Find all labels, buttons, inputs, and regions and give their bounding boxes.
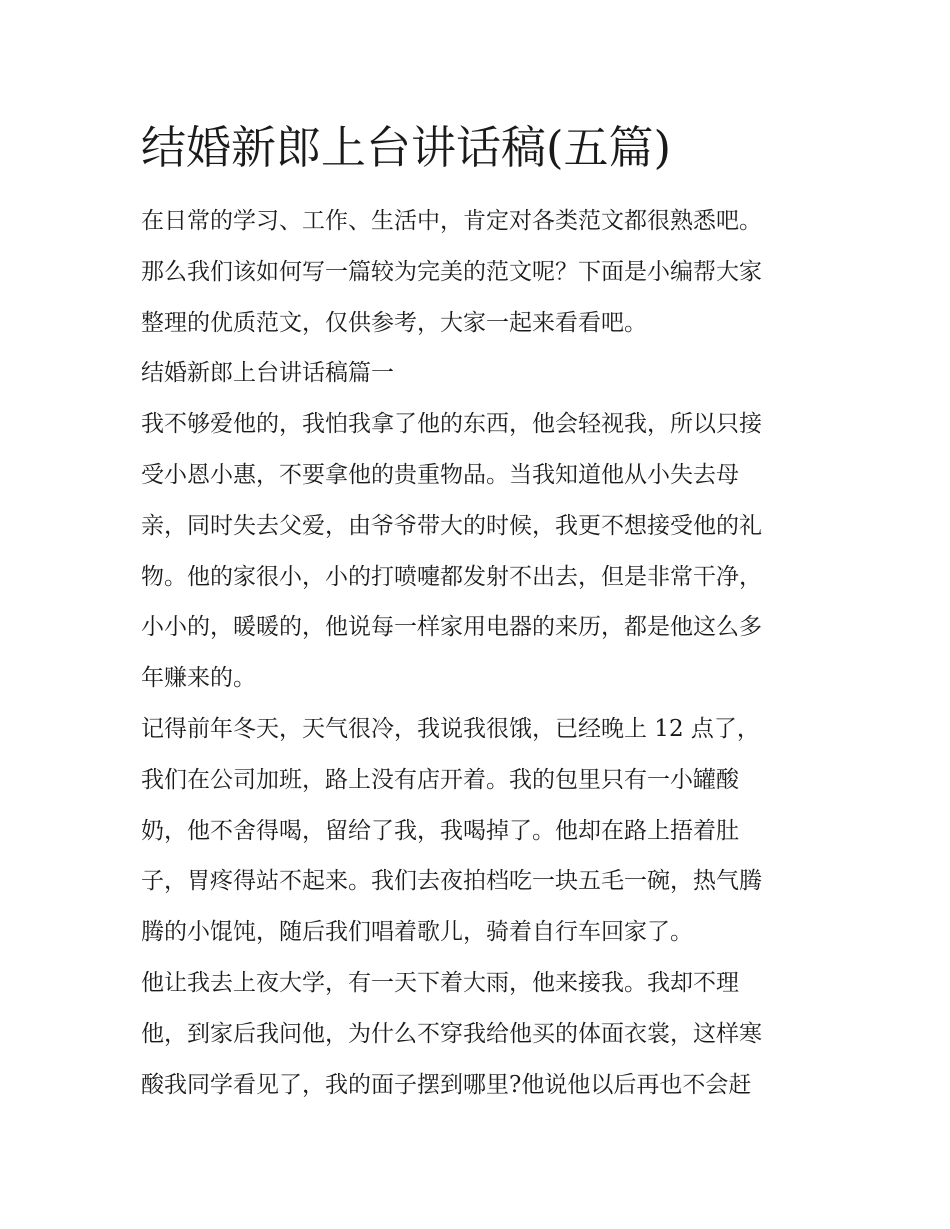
text-line: 奶，他不舍得喝，留给了我，我喝掉了。他却在路上捂着肚 xyxy=(141,817,739,844)
text-line: 他让我去上夜大学，有一天下着大雨，他来接我。我却不理 xyxy=(141,969,739,996)
text-line: 子，胃疼得站不起来。我们去夜拍档吃一块五毛一碗，热气腾 xyxy=(141,868,762,895)
document-body xyxy=(141,196,831,1110)
text-line: 那么我们该如何写一篇较为完美的范文呢？下面是小编帮大家 xyxy=(141,258,762,285)
text-line: 酸我同学看见了，我的面子摆到哪里?他说他以后再也不会赶 xyxy=(141,1071,752,1098)
section-heading: 结婚新郎上台讲话稿篇一 xyxy=(141,360,394,387)
text-line: 整理的优质范文，仅供参考，大家一起来看看吧。 xyxy=(141,309,647,336)
text-line: 亲，同时失去父爱，由爷爷带大的时候，我更不想接受他的礼 xyxy=(141,512,762,539)
text-line: 我们在公司加班，路上没有店开着。我的包里只有一小罐酸 xyxy=(141,766,739,793)
text-line: 物。他的家很小，小的打喷嚏都发射不出去，但是非常干净， xyxy=(141,563,762,590)
page-title: 结婚新郎上台讲话稿(五篇) xyxy=(141,121,672,174)
text-line: 小小的，暖暖的，他说每一样家用电器的来历，都是他这么多 xyxy=(141,614,762,641)
text-line: 我不够爱他的，我怕我拿了他的东西，他会轻视我，所以只接 xyxy=(141,411,762,438)
text-line: 他，到家后我问他，为什么不穿我给他买的体面衣裳，这样寒 xyxy=(141,1020,762,1047)
text-line: 腾的小馄饨，随后我们唱着歌儿，骑着自行车回家了。 xyxy=(141,919,693,946)
text-line: 记得前年冬天，天气很冷，我说我很饿，已经晚上 12 点了， xyxy=(141,715,760,742)
text-line: 年赚来的。 xyxy=(141,665,256,692)
text-line: 在日常的学习、工作、生活中，肯定对各类范文都很熟悉吧。 xyxy=(141,208,762,234)
text-line: 受小恩小惠，不要拿他的贵重物品。当我知道他从小失去母 xyxy=(141,461,739,488)
